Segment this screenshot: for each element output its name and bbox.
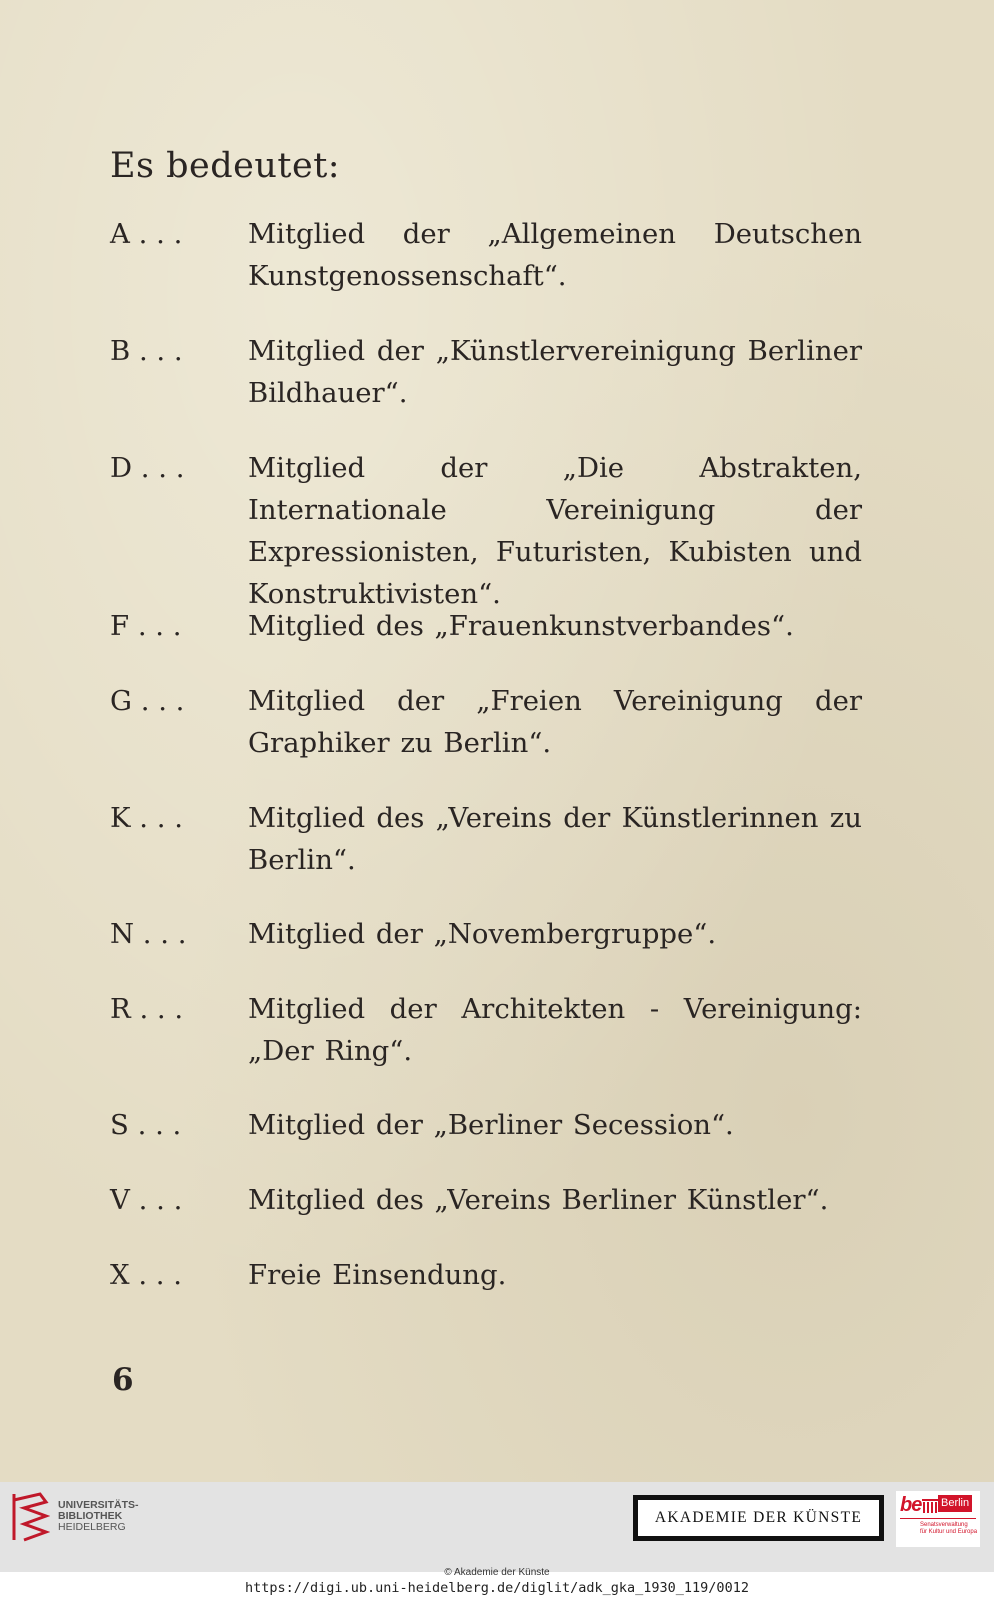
legend-letter: R . . . bbox=[110, 993, 184, 1025]
senate-department-label bbox=[920, 1522, 978, 1536]
university-library-name[interactable] bbox=[58, 1500, 139, 1533]
legend-text: Mitglied des „Vereins der Künstlerinnen zu Berlin“. bbox=[248, 802, 862, 876]
legend-entry-v bbox=[110, 1179, 862, 1221]
legend-entry-r bbox=[110, 988, 862, 1072]
legend-entry-b bbox=[110, 330, 862, 414]
legend-entry-n bbox=[110, 913, 862, 955]
library-name-line: BIBLIOTHEK bbox=[58, 1510, 123, 1522]
logo-divider bbox=[900, 1518, 976, 1519]
legend-text: Mitglied der Architekten - Vereinigung: „Der Ring“. bbox=[248, 993, 862, 1067]
university-library-logo-icon[interactable] bbox=[10, 1490, 50, 1546]
berlin-label: Berlin bbox=[938, 1495, 972, 1512]
senate-line: für Kultur und Europa bbox=[920, 1529, 978, 1535]
legend-text: Mitglied der „Berliner Secession“. bbox=[248, 1109, 734, 1141]
legend-letter: S . . . bbox=[110, 1109, 182, 1141]
legend-text: Mitglied der „Allgemeinen Deutschen Kunstgenossenschaft“. bbox=[248, 218, 862, 292]
legend-letter: F . . . bbox=[110, 610, 182, 642]
legend-letter: D . . . bbox=[110, 452, 185, 484]
legend-letter: A . . . bbox=[110, 218, 183, 250]
page-number: 6 bbox=[112, 1362, 134, 1398]
legend-letter: G . . . bbox=[110, 685, 185, 717]
legend-text: Mitglied des „Frauenkunstverbandes“. bbox=[248, 610, 794, 642]
copyright-notice: © Akademie der Künste bbox=[444, 1567, 550, 1578]
legend-entry-a bbox=[110, 213, 862, 297]
legend-text: Mitglied der „Künstlervereinigung Berliner Bildhauer“. bbox=[248, 335, 862, 409]
legend-text: Mitglied des „Vereins Berliner Künstler“. bbox=[248, 1184, 829, 1216]
legend-entry-x bbox=[110, 1254, 862, 1296]
legend-letter: X . . . bbox=[110, 1259, 183, 1291]
legend-letter: N . . . bbox=[110, 918, 187, 950]
legend-entry-s bbox=[110, 1104, 862, 1146]
brandenburg-gate-icon bbox=[922, 1499, 938, 1513]
academy-logo[interactable] bbox=[633, 1495, 884, 1541]
library-name-line: UNIVERSITÄTS- bbox=[58, 1499, 139, 1511]
legend-letter: B . . . bbox=[110, 335, 183, 367]
legend-letter: V . . . bbox=[110, 1184, 183, 1216]
senate-line: Senatsverwaltung bbox=[920, 1522, 968, 1528]
permalink-url[interactable]: https://digi.ub.uni-heidelberg.de/diglit/adk_gka_1930_119/0012 bbox=[245, 1580, 749, 1596]
berlin-senate-logo[interactable] bbox=[896, 1491, 980, 1547]
legend-entry-d bbox=[110, 447, 862, 615]
legend-entry-g bbox=[110, 680, 862, 764]
legend-entry-k bbox=[110, 797, 862, 881]
legend-letter: K . . . bbox=[110, 802, 183, 834]
academy-logo-text: AKADEMIE DER KÜNSTE bbox=[638, 1500, 879, 1536]
be-berlin-mark: be bbox=[900, 1494, 922, 1516]
legend-text: Mitglied der „Freien Vereinigung der Graphiker zu Berlin“. bbox=[248, 685, 862, 759]
legend-entry-f bbox=[110, 605, 862, 647]
legend-text: Freie Einsendung. bbox=[248, 1259, 507, 1291]
legend-text: Mitglied der „Novembergruppe“. bbox=[248, 918, 717, 950]
library-name-line: HEIDELBERG bbox=[58, 1521, 126, 1533]
page-heading: Es bedeutet: bbox=[110, 146, 341, 186]
legend-text: Mitglied der „Die Abstrakten, Internationale Vereinigung der Expressionisten, Futuristen, Kubisten und Konstruktivisten“. bbox=[248, 452, 862, 610]
